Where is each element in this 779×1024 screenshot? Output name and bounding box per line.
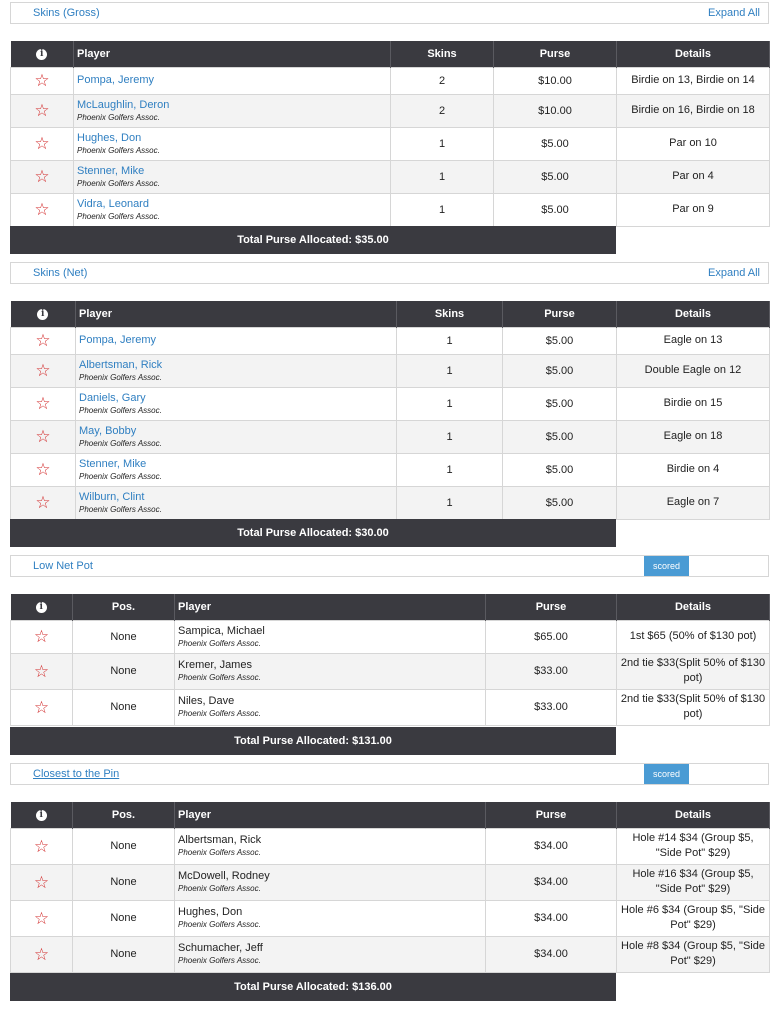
table-row xyxy=(11,160,770,193)
player-club: Phoenix Golfers Assoc. xyxy=(178,709,261,718)
star-icon[interactable]: ☆ xyxy=(34,134,50,153)
purse-cell: $5.00 xyxy=(503,420,617,453)
player-cell xyxy=(76,354,397,387)
pos-cell: None xyxy=(73,653,175,689)
skins-cell: 1 xyxy=(397,387,503,420)
expand-all-link[interactable]: Expand All xyxy=(708,7,760,19)
pos-cell: None xyxy=(73,900,175,936)
purse-cell: $5.00 xyxy=(503,354,617,387)
player-cell xyxy=(175,828,486,864)
player-club: Phoenix Golfers Assoc. xyxy=(178,673,261,682)
details-header[interactable]: Details xyxy=(617,41,770,67)
purse-header[interactable]: Purse xyxy=(486,594,617,620)
player-cell xyxy=(175,864,486,900)
section-title-closest-to-pin[interactable]: Closest to the Pin xyxy=(33,768,120,780)
purse-cell: $34.00 xyxy=(486,936,617,972)
player-cell xyxy=(74,160,391,193)
star-icon[interactable]: ☆ xyxy=(35,331,51,350)
player-cell xyxy=(76,327,397,354)
favorite-cell[interactable] xyxy=(11,420,76,453)
table-row xyxy=(11,900,770,936)
details-cell: Eagle on 7 xyxy=(617,486,770,519)
pos-cell: None xyxy=(73,936,175,972)
skins-cell: 1 xyxy=(397,420,503,453)
details-header[interactable]: Details xyxy=(617,594,770,620)
purse-cell: $5.00 xyxy=(503,486,617,519)
player-club: Phoenix Golfers Assoc. xyxy=(79,405,162,415)
table-row xyxy=(11,420,770,453)
favorite-cell[interactable] xyxy=(11,193,74,226)
player-name-link[interactable]: Vidra, Leonard xyxy=(77,197,149,210)
player-club: Phoenix Golfers Assoc. xyxy=(79,438,162,448)
star-icon[interactable]: ☆ xyxy=(35,493,51,512)
table-header-row xyxy=(11,301,770,327)
pos-cell: None xyxy=(73,620,175,653)
star-icon[interactable]: ☆ xyxy=(33,908,50,928)
table-row xyxy=(11,486,770,519)
section-title-skins-net[interactable]: Skins (Net) xyxy=(33,267,88,279)
player-cell xyxy=(76,486,397,519)
details-cell: Par on 4 xyxy=(617,160,770,193)
details-cell: Par on 9 xyxy=(617,193,770,226)
details-cell: Eagle on 13 xyxy=(617,327,770,354)
section-bar-skins-gross xyxy=(10,2,769,24)
player-cell xyxy=(76,387,397,420)
player-cell xyxy=(74,94,391,127)
star-icon[interactable]: ☆ xyxy=(33,872,50,892)
player-name: Schumacher, Jeff xyxy=(178,942,263,954)
favorite-cell[interactable] xyxy=(11,127,74,160)
details-cell: Birdie on 16, Birdie on 18 xyxy=(617,94,770,127)
player-cell xyxy=(74,67,391,94)
favorite-cell[interactable] xyxy=(11,689,73,725)
favorite-cell[interactable] xyxy=(11,864,73,900)
purse-header[interactable]: Purse xyxy=(494,41,617,67)
player-cell xyxy=(76,420,397,453)
table-header-row xyxy=(11,802,770,828)
purse-header[interactable]: Purse xyxy=(486,802,617,828)
star-icon[interactable]: ☆ xyxy=(35,460,51,479)
table-header-row xyxy=(11,41,770,67)
table-row xyxy=(11,620,770,653)
player-cell xyxy=(74,127,391,160)
info-icon[interactable]: i xyxy=(36,810,47,821)
skins-net-table xyxy=(10,301,770,520)
purse-cell: $10.00 xyxy=(494,94,617,127)
purse-cell: $33.00 xyxy=(486,653,617,689)
player-name: McDowell, Rodney xyxy=(178,870,270,882)
player-club: Phoenix Golfers Assoc. xyxy=(79,372,162,382)
info-header[interactable] xyxy=(11,802,73,828)
player-club: Phoenix Golfers Assoc. xyxy=(77,211,160,221)
skins-cell: 1 xyxy=(397,354,503,387)
scored-badge: scored xyxy=(644,556,689,576)
favorite-cell[interactable] xyxy=(11,453,76,486)
player-header[interactable]: Player xyxy=(74,41,391,67)
player-name-link[interactable]: Pompa, Jeremy xyxy=(77,74,155,86)
table-row xyxy=(11,828,770,864)
player-header[interactable]: Player xyxy=(175,594,486,620)
star-icon[interactable]: ☆ xyxy=(34,167,50,186)
player-name: Hughes, Don xyxy=(178,906,243,918)
table-row xyxy=(11,327,770,354)
table-row xyxy=(11,936,770,972)
info-header[interactable] xyxy=(11,594,73,620)
table-header-row xyxy=(11,594,770,620)
player-cell xyxy=(175,620,486,653)
favorite-cell[interactable] xyxy=(11,67,74,94)
star-icon[interactable]: ☆ xyxy=(34,71,50,90)
low-net-pot-table xyxy=(10,594,770,726)
table-row xyxy=(11,653,770,689)
player-name-link[interactable]: Wilburn, Clint xyxy=(79,490,145,503)
details-cell: Hole #16 $34 (Group $5, "Side Pot" $29) xyxy=(617,864,770,900)
favorite-cell[interactable] xyxy=(11,653,73,689)
player-club: Phoenix Golfers Assoc. xyxy=(178,638,261,648)
details-cell: Eagle on 18 xyxy=(617,420,770,453)
player-club: Phoenix Golfers Assoc. xyxy=(178,884,261,893)
player-name: Kremer, James xyxy=(178,659,252,671)
details-cell: Par on 10 xyxy=(617,127,770,160)
player-name-link[interactable]: Stenner, Mike xyxy=(77,164,145,177)
skins-cell: 1 xyxy=(391,127,494,160)
player-header[interactable]: Player xyxy=(175,802,486,828)
purse-cell: $34.00 xyxy=(486,900,617,936)
player-name-link[interactable]: Hughes, Don xyxy=(77,131,142,144)
details-cell: Birdie on 15 xyxy=(617,387,770,420)
table-row xyxy=(11,453,770,486)
favorite-cell[interactable] xyxy=(11,354,76,387)
star-icon[interactable]: ☆ xyxy=(35,427,51,446)
table-row xyxy=(11,387,770,420)
player-cell xyxy=(175,900,486,936)
total-purse-bar: Total Purse Allocated: $35.00 xyxy=(10,226,616,254)
star-icon[interactable]: ☆ xyxy=(33,627,50,646)
star-icon[interactable]: ☆ xyxy=(35,361,51,380)
purse-cell: $33.00 xyxy=(486,689,617,725)
skins-cell: 1 xyxy=(391,193,494,226)
expand-all-link[interactable]: Expand All xyxy=(708,267,760,279)
skins-cell: 1 xyxy=(397,453,503,486)
star-icon[interactable]: ☆ xyxy=(33,944,50,964)
star-icon[interactable]: ☆ xyxy=(33,661,50,681)
star-icon[interactable]: ☆ xyxy=(34,200,50,219)
player-club: Phoenix Golfers Assoc. xyxy=(79,471,162,481)
pos-cell: None xyxy=(73,689,175,725)
player-club: Phoenix Golfers Assoc. xyxy=(178,956,261,965)
table-row xyxy=(11,193,770,226)
skins-cell: 1 xyxy=(391,160,494,193)
info-icon[interactable]: i xyxy=(36,602,47,613)
section-bar-skins-net xyxy=(10,262,769,284)
player-name: Sampica, Michael xyxy=(178,624,265,637)
purse-cell: $5.00 xyxy=(503,327,617,354)
purse-cell: $5.00 xyxy=(494,193,617,226)
skins-cell: 1 xyxy=(397,327,503,354)
player-club: Phoenix Golfers Assoc. xyxy=(77,112,160,122)
favorite-cell[interactable] xyxy=(11,387,76,420)
info-icon[interactable]: i xyxy=(37,309,48,320)
player-cell xyxy=(175,936,486,972)
purse-header[interactable]: Purse xyxy=(503,301,617,327)
table-row xyxy=(11,94,770,127)
section-title-low-net-pot[interactable]: Low Net Pot xyxy=(33,560,93,572)
table-row xyxy=(11,67,770,94)
info-header[interactable] xyxy=(11,41,74,67)
favorite-cell[interactable] xyxy=(11,486,76,519)
details-cell: Hole #14 $34 (Group $5, "Side Pot" $29) xyxy=(617,828,770,864)
player-club: Phoenix Golfers Assoc. xyxy=(178,848,261,857)
table-row xyxy=(11,864,770,900)
player-name-link[interactable]: May, Bobby xyxy=(79,424,137,437)
player-name-link[interactable]: McLaughlin, Deron xyxy=(77,98,170,111)
player-cell xyxy=(175,653,486,689)
favorite-cell[interactable] xyxy=(11,936,73,972)
favorite-cell[interactable] xyxy=(11,900,73,936)
details-cell: Hole #8 $34 (Group $5, "Side Pot" $29) xyxy=(617,936,770,972)
section-title-skins-gross[interactable]: Skins (Gross) xyxy=(33,7,100,19)
details-cell: 2nd tie $33(Split 50% of $130 pot) xyxy=(617,689,770,725)
skins-header[interactable]: Skins xyxy=(391,41,494,67)
table-row xyxy=(11,689,770,725)
info-icon[interactable]: i xyxy=(36,49,47,60)
player-header[interactable]: Player xyxy=(76,301,397,327)
purse-cell: $5.00 xyxy=(494,127,617,160)
favorite-cell[interactable] xyxy=(11,828,73,864)
player-name-link[interactable]: Albertsman, Rick xyxy=(79,358,163,371)
star-icon[interactable]: ☆ xyxy=(33,836,50,856)
details-cell: 2nd tie $33(Split 50% of $130 pot) xyxy=(617,653,770,689)
details-header[interactable]: Details xyxy=(617,301,770,327)
skins-cell: 1 xyxy=(397,486,503,519)
details-cell: 1st $65 (50% of $130 pot) xyxy=(617,620,770,653)
details-cell: Birdie on 13, Birdie on 14 xyxy=(617,67,770,94)
player-club: Phoenix Golfers Assoc. xyxy=(77,178,160,188)
purse-cell: $5.00 xyxy=(503,453,617,486)
player-club: Phoenix Golfers Assoc. xyxy=(79,504,162,514)
total-purse-bar: Total Purse Allocated: $30.00 xyxy=(10,519,616,547)
purse-cell: $5.00 xyxy=(503,387,617,420)
table-row xyxy=(11,354,770,387)
section-bar-low-net-pot xyxy=(10,555,769,577)
player-name: Niles, Dave xyxy=(178,695,235,707)
star-icon[interactable]: ☆ xyxy=(33,697,50,717)
favorite-cell[interactable] xyxy=(11,94,74,127)
favorite-cell[interactable] xyxy=(11,327,76,354)
scored-badge: scored xyxy=(644,764,689,784)
player-cell xyxy=(175,689,486,725)
player-name-link[interactable]: Stenner, Mike xyxy=(79,457,147,470)
details-cell: Hole #6 $34 (Group $5, "Side Pot" $29) xyxy=(617,900,770,936)
total-purse-bar: Total Purse Allocated: $131.00 xyxy=(10,727,616,755)
skins-cell: 2 xyxy=(391,67,494,94)
table-row xyxy=(11,127,770,160)
player-name-link[interactable]: Pompa, Jeremy xyxy=(79,334,157,346)
details-cell: Birdie on 4 xyxy=(617,453,770,486)
details-cell: Double Eagle on 12 xyxy=(617,354,770,387)
pos-header[interactable]: Pos. xyxy=(73,802,175,828)
pos-header[interactable]: Pos. xyxy=(73,594,175,620)
favorite-cell[interactable] xyxy=(11,620,73,653)
skins-header[interactable]: Skins xyxy=(397,301,503,327)
player-name: Albertsman, Rick xyxy=(178,834,262,846)
player-name-link[interactable]: Daniels, Gary xyxy=(79,391,146,404)
details-header[interactable]: Details xyxy=(617,802,770,828)
closest-to-pin-table xyxy=(10,802,770,973)
purse-cell: $34.00 xyxy=(486,864,617,900)
pos-cell: None xyxy=(73,864,175,900)
purse-cell: $65.00 xyxy=(486,620,617,653)
star-icon[interactable]: ☆ xyxy=(35,394,51,413)
section-bar-closest-to-pin xyxy=(10,763,769,785)
info-header[interactable] xyxy=(11,301,76,327)
skins-gross-table xyxy=(10,41,770,227)
player-cell xyxy=(76,453,397,486)
player-cell xyxy=(74,193,391,226)
star-icon[interactable]: ☆ xyxy=(34,101,50,120)
skins-cell: 2 xyxy=(391,94,494,127)
purse-cell: $5.00 xyxy=(494,160,617,193)
total-purse-bar: Total Purse Allocated: $136.00 xyxy=(10,973,616,1001)
purse-cell: $10.00 xyxy=(494,67,617,94)
pos-cell: None xyxy=(73,828,175,864)
player-club: Phoenix Golfers Assoc. xyxy=(77,145,160,155)
purse-cell: $34.00 xyxy=(486,828,617,864)
favorite-cell[interactable] xyxy=(11,160,74,193)
player-club: Phoenix Golfers Assoc. xyxy=(178,920,261,929)
